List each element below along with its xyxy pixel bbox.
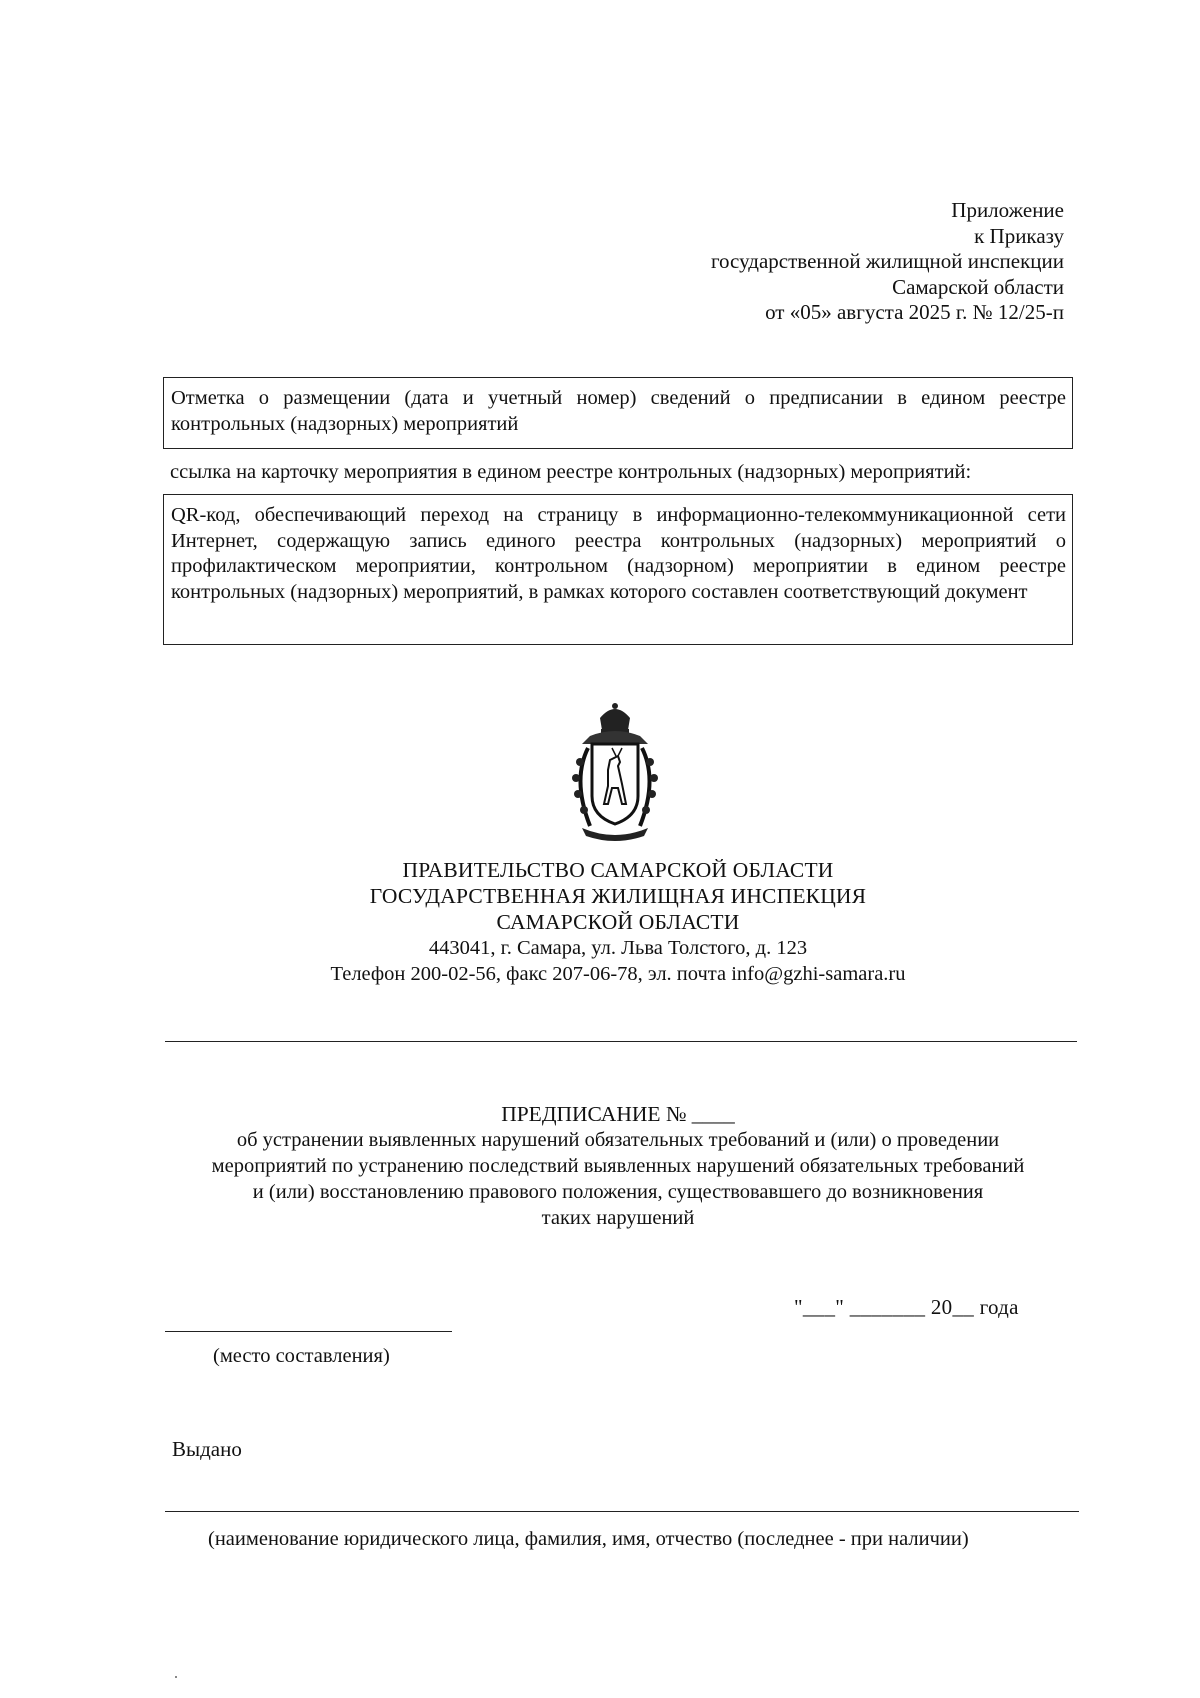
appendix-line: к Приказу [974, 223, 1064, 248]
place-label: (место составления) [213, 1345, 390, 1367]
org-inspection: ГОСУДАРСТВЕННАЯ ЖИЛИЩНАЯ ИНСПЕКЦИЯ [369, 884, 867, 908]
org-region: САМАРСКОЙ ОБЛАСТИ [496, 910, 740, 934]
registry-mark-text: Отметка о размещении (дата и учетный номер) сведений о предписании в едином реестре контрольных (надзорных) мероприятий [171, 387, 1066, 435]
order-subtitle-line: об устранении выявленных нарушений обязательных требований и (или) о проведении [236, 1129, 1000, 1151]
issued-field-line[interactable] [165, 1511, 1079, 1512]
order-subtitle-line: таких нарушений [541, 1207, 695, 1229]
org-contacts: Телефон 200-02-56, факс 207-06-78, эл. почта info@gzhi-samara.ru [330, 963, 906, 985]
place-field-line[interactable] [165, 1331, 452, 1332]
appendix-order-number: от «05» августа 2025 г. № 12/25-п [765, 300, 1064, 324]
appendix-line: государственной жилищной инспекции [710, 249, 1064, 273]
samara-coat-of-arms-icon [560, 700, 670, 842]
registry-mark-box [163, 377, 1073, 449]
scan-speck [175, 1676, 177, 1678]
organization-header [163, 857, 1073, 987]
appendix-line: Приложение [951, 198, 1064, 222]
header-divider [165, 1041, 1077, 1042]
registry-link-line: ссылка на карточку мероприятия в едином реестре контрольных (надзорных) мероприятий: [170, 461, 972, 483]
order-subtitle-line: мероприятий по устранению последствий выявленных нарушений обязательных требований [211, 1155, 1025, 1177]
date-field[interactable]: "___" _______ 20__ года [794, 1295, 1019, 1319]
qr-code-text: QR-код, обеспечивающий переход на страницу в информационно-телекоммуникационной сети Интернет, содержащую запись единого реестра контрольных (надзорных) мероприятий о профилактическом мероприятии, контрольном (надзорном) мероприятии в едином реестре контрольных (надзорных) мероприятий, в рамках которого составлен соответствующий документ [171, 504, 1066, 603]
org-address: 443041, г. Самара, ул. Льва Толстого, д. 123 [428, 937, 808, 959]
issued-label: Выдано [172, 1437, 242, 1461]
appendix-line: Самарской области [892, 274, 1064, 299]
order-title-block [163, 1101, 1073, 1231]
order-subtitle-line: и (или) восстановлению правового положения, существовавшего до возникновения [252, 1181, 984, 1203]
appendix-header [711, 198, 1064, 326]
qr-code-box [163, 494, 1073, 645]
org-government: ПРАВИТЕЛЬСТВО САМАРСКОЙ ОБЛАСТИ [402, 858, 834, 882]
order-title: ПРЕДПИСАНИЕ № ____ [501, 1102, 735, 1126]
issued-caption: (наименование юридического лица, фамилия, имя, отчество (последнее - при наличии) [208, 1528, 969, 1550]
